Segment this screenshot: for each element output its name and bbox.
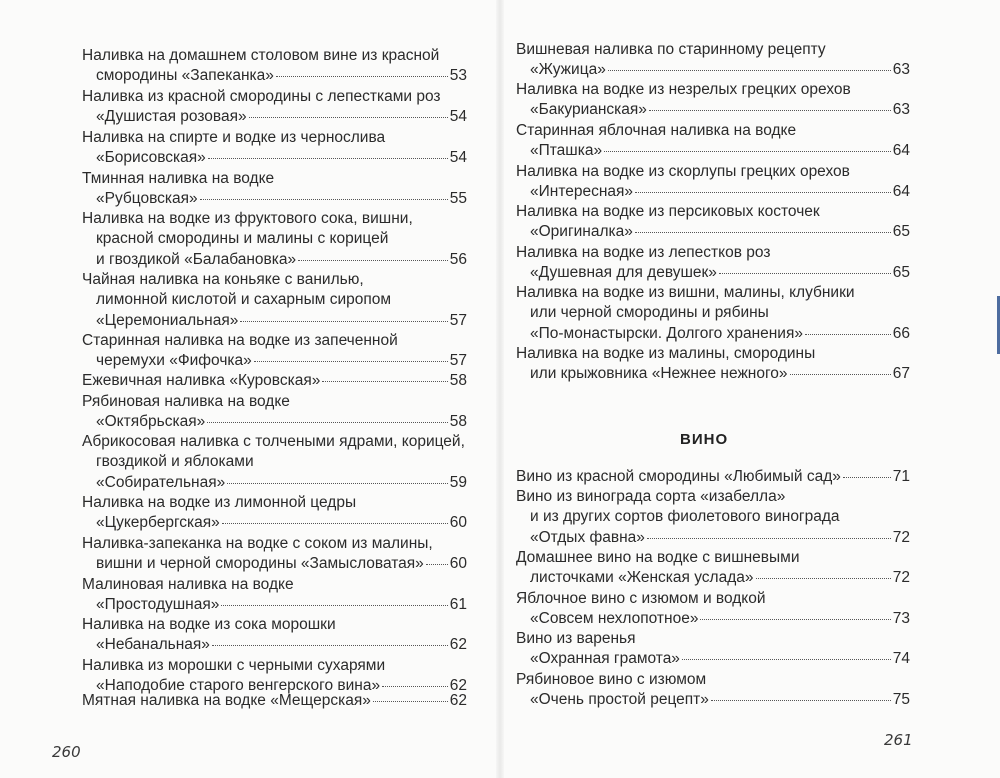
dot-leader bbox=[382, 685, 448, 687]
toc-page-number: 66 bbox=[892, 324, 910, 342]
toc-entry bbox=[516, 80, 910, 121]
toc-page-number: 58 bbox=[449, 372, 467, 389]
toc-entry-text: Наливка на водке из сока морошки bbox=[82, 616, 336, 633]
toc-entry bbox=[82, 87, 467, 128]
page-number-left: 260 bbox=[52, 743, 81, 761]
toc-entry-text: «Наподобие старого венгерского вина» bbox=[96, 677, 381, 695]
toc-entry-text: или черной смородины и рябины bbox=[530, 304, 769, 322]
toc-page-number: 59 bbox=[449, 473, 467, 491]
toc-entry-text: Тминная наливка на водке bbox=[82, 170, 275, 187]
dot-leader bbox=[207, 421, 448, 423]
toc-entry-text: «Совсем нехлопотное» bbox=[530, 610, 699, 628]
dot-leader bbox=[254, 360, 448, 362]
toc-entry bbox=[82, 575, 467, 616]
toc-entry-text: красной смородины и малины с корицей bbox=[96, 230, 389, 248]
toc-page-number: 54 bbox=[449, 108, 467, 126]
dot-leader bbox=[208, 157, 448, 159]
toc-entry-text: Старинная яблочная наливка на водке bbox=[516, 122, 797, 139]
toc-entry bbox=[516, 162, 910, 203]
toc-page-number: 62 bbox=[449, 692, 467, 709]
toc-entry-text: и гвоздикой «Балабановка» bbox=[96, 250, 297, 268]
toc-page-number: 62 bbox=[449, 636, 467, 654]
toc-entry bbox=[516, 548, 910, 589]
toc-entry-text: Наливка на водке из вишни, малины, клубники bbox=[516, 284, 855, 301]
toc-entry bbox=[516, 670, 910, 711]
toc-entry-text: Старинная наливка на водке из запеченной bbox=[82, 332, 398, 349]
dot-leader bbox=[649, 109, 891, 111]
toc-entry-text: Наливка на спирте и водке из чернослива bbox=[82, 129, 386, 146]
toc-page-number: 58 bbox=[449, 413, 467, 431]
toc-entry-text: гвоздикой и яблоками bbox=[96, 453, 254, 471]
dot-leader bbox=[249, 116, 448, 118]
toc-page-number: 73 bbox=[892, 610, 910, 628]
toc-entry bbox=[516, 40, 910, 81]
toc-entry-text: «Церемониальная» bbox=[96, 311, 239, 329]
toc-entry bbox=[516, 243, 910, 284]
page-number-right: 261 bbox=[884, 731, 913, 749]
toc-entry bbox=[516, 589, 910, 630]
toc-entry bbox=[516, 202, 910, 243]
toc-entry-text: листочками «Женская услада» bbox=[530, 569, 754, 587]
toc-entry-text: Яблочное вино с изюмом и водкой bbox=[516, 590, 766, 607]
toc-page-number: 62 bbox=[449, 677, 467, 695]
toc-entry-text: Вино из красной смородины «Любимый сад» bbox=[516, 468, 841, 485]
toc-entry-text: «Борисовская» bbox=[96, 149, 206, 167]
toc-entry-text: «Отдых фавна» bbox=[530, 528, 645, 546]
toc-page-number: 64 bbox=[892, 183, 910, 201]
toc-page-number: 72 bbox=[892, 528, 910, 546]
toc-entry-text: Вишневая наливка по старинному рецепту bbox=[516, 41, 826, 58]
toc-entry-text: Наливка на водке из фруктового сока, вишни, bbox=[82, 210, 413, 227]
toc-entry bbox=[82, 209, 467, 270]
section-heading-wine: ВИНО bbox=[680, 431, 729, 448]
dot-leader bbox=[276, 75, 448, 77]
toc-entry-text: Наливка-запеканка на водке с соком из малины, bbox=[82, 535, 433, 552]
dot-leader bbox=[322, 380, 447, 382]
toc-page-number: 65 bbox=[892, 264, 910, 282]
toc-entry-text: «Небанальная» bbox=[96, 636, 210, 654]
dot-leader bbox=[222, 522, 448, 524]
toc-entry-text: и из других сортов фиолетового винограда bbox=[530, 508, 840, 526]
dot-leader bbox=[298, 259, 448, 261]
dot-leader bbox=[221, 604, 447, 606]
toc-entry-text: «Интересная» bbox=[530, 183, 634, 201]
toc-entry-text: лимонной кислотой и сахарным сиропом bbox=[96, 291, 392, 309]
toc-entry-text: Наливка на водке из лимонной цедры bbox=[82, 494, 357, 511]
toc-page-number: 57 bbox=[449, 311, 467, 329]
toc-page-number: 67 bbox=[892, 365, 910, 383]
dot-leader bbox=[711, 699, 891, 701]
toc-entry-text: «Оригиналка» bbox=[530, 223, 633, 241]
toc-entry-text: «Душевная для девушек» bbox=[530, 264, 717, 282]
toc-entry-text: Мятная наливка на водке «Мещерская» bbox=[82, 692, 371, 709]
toc-entry bbox=[516, 283, 910, 344]
toc-page-number: 61 bbox=[449, 596, 467, 614]
toc-entry-text: Наливка из красной смородины с лепестками роз bbox=[82, 88, 441, 105]
toc-entry bbox=[82, 331, 467, 372]
toc-page-number: 56 bbox=[449, 250, 467, 268]
toc-entry-text: «Душистая розовая» bbox=[96, 108, 247, 126]
toc-entry-text: или крыжовника «Нежнее нежного» bbox=[530, 365, 788, 383]
toc-page-number: 55 bbox=[449, 190, 467, 208]
toc-page-number: 57 bbox=[449, 352, 467, 370]
toc-entry-text: Наливка на водке из малины, смородины bbox=[516, 345, 816, 362]
toc-entry-text: Чайная наливка на коньяке с ванилью, bbox=[82, 271, 364, 288]
toc-entry-text: «Цукербергская» bbox=[96, 514, 220, 532]
toc-entry-text: «Октябрьская» bbox=[96, 413, 206, 431]
toc-page-number: 64 bbox=[892, 142, 910, 160]
dot-leader bbox=[805, 333, 891, 335]
toc-entry-text: «Рубцовская» bbox=[96, 190, 198, 208]
toc-entry bbox=[82, 46, 467, 87]
toc-entry bbox=[82, 615, 467, 656]
toc-page-number: 54 bbox=[449, 149, 467, 167]
toc-entry-text: Наливка на водке из лепестков роз bbox=[516, 244, 771, 261]
toc-entry-text: Рябиновое вино с изюмом bbox=[516, 671, 707, 688]
toc-page-number: 63 bbox=[892, 101, 910, 119]
toc-entry-text: Абрикосовая наливка с толчеными ядрами, корицей, bbox=[82, 433, 465, 450]
toc-page-number: 71 bbox=[892, 468, 910, 485]
toc-entry-text: Наливка из морошки с черными сухарями bbox=[82, 657, 386, 674]
toc-entry bbox=[516, 121, 910, 162]
toc-page-number: 72 bbox=[892, 569, 910, 587]
toc-entry bbox=[516, 344, 910, 385]
toc-page-number: 60 bbox=[449, 514, 467, 532]
right-page bbox=[500, 0, 1000, 778]
dot-leader bbox=[635, 231, 891, 233]
toc-page-number: 63 bbox=[892, 61, 910, 79]
toc-entry-text: Ежевичная наливка «Куровская» bbox=[82, 372, 321, 389]
toc-entry-text: Наливка на домашнем столовом вине из красной bbox=[82, 47, 440, 64]
dot-leader bbox=[756, 577, 891, 579]
toc-page-number: 74 bbox=[892, 650, 910, 668]
dot-leader bbox=[647, 537, 891, 539]
toc-entry bbox=[82, 534, 467, 575]
toc-entry bbox=[82, 691, 467, 711]
dot-leader bbox=[608, 69, 891, 71]
dot-leader bbox=[843, 476, 891, 478]
toc-entry bbox=[516, 629, 910, 670]
toc-entry-text: «По-монастырски. Долгого хранения» bbox=[530, 324, 803, 342]
toc-entry-text: Рябиновая наливка на водке bbox=[82, 393, 290, 410]
toc-entry bbox=[82, 169, 467, 210]
toc-entry-text: «Простодушная» bbox=[96, 596, 220, 614]
dot-leader bbox=[719, 272, 891, 274]
toc-entry bbox=[516, 467, 910, 487]
toc-entry-text: смородины «Запеканка» bbox=[96, 67, 274, 85]
toc-entry-text: Вино из винограда сорта «изабелла» bbox=[516, 488, 786, 505]
dot-leader bbox=[700, 618, 890, 620]
toc-page-number: 75 bbox=[892, 691, 910, 709]
toc-entry-text: Наливка на водке из скорлупы грецких орехов bbox=[516, 163, 850, 180]
toc-entry-text: вишни и черной смородины «Замысловатая» bbox=[96, 555, 424, 573]
dot-leader bbox=[227, 482, 448, 484]
toc-entry-text: «Жужица» bbox=[530, 61, 606, 79]
toc-entry-text: «Собирательная» bbox=[96, 473, 226, 491]
toc-page-number: 53 bbox=[449, 67, 467, 85]
dot-leader bbox=[635, 191, 891, 193]
toc-page-number: 65 bbox=[892, 223, 910, 241]
toc-entry-text: Наливка на водке из персиковых косточек bbox=[516, 203, 820, 220]
dot-leader bbox=[604, 150, 891, 152]
toc-entry-text: черемухи «Фифочка» bbox=[96, 352, 252, 370]
toc-entry bbox=[82, 392, 467, 433]
toc-entry-text: Наливка на водке из незрелых грецких орехов bbox=[516, 81, 851, 98]
dot-leader bbox=[240, 320, 447, 322]
toc-entry bbox=[82, 432, 467, 493]
toc-entry-text: Малиновая наливка на водке bbox=[82, 576, 294, 593]
dot-leader bbox=[212, 644, 448, 646]
toc-entry-text: «Пташка» bbox=[530, 142, 603, 160]
dot-leader bbox=[373, 700, 448, 702]
dot-leader bbox=[426, 563, 448, 565]
dot-leader bbox=[682, 658, 891, 660]
toc-entry bbox=[82, 493, 467, 534]
toc-entry-text: Домашнее вино на водке с вишневыми bbox=[516, 549, 800, 566]
toc-entry-text: «Очень простой рецепт» bbox=[530, 691, 709, 709]
toc-entry bbox=[516, 487, 910, 548]
toc-entry-text: «Бакурианская» bbox=[530, 101, 647, 119]
dot-leader bbox=[200, 198, 448, 200]
toc-page-number: 60 bbox=[449, 555, 467, 573]
toc-entry bbox=[82, 371, 467, 391]
toc-entry bbox=[82, 128, 467, 169]
toc-entry-text: «Охранная грамота» bbox=[530, 650, 680, 668]
dot-leader bbox=[790, 373, 891, 375]
toc-entry-text: Вино из варенья bbox=[516, 630, 636, 647]
toc-entry bbox=[82, 270, 467, 331]
